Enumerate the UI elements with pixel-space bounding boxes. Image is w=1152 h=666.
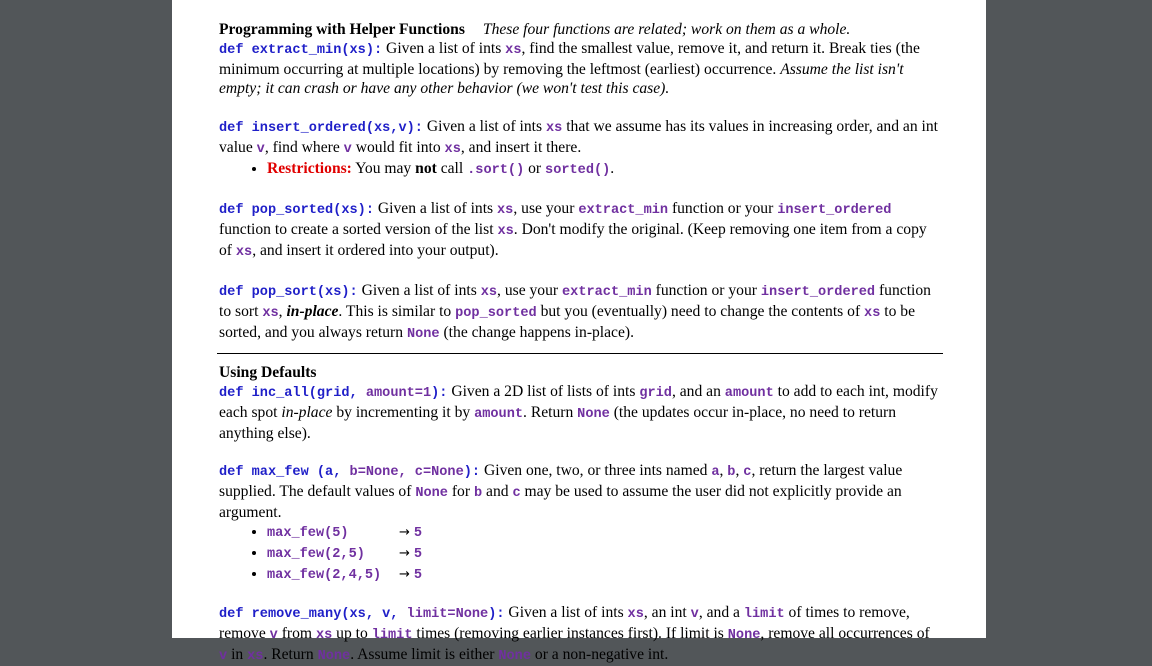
list-item xyxy=(267,159,941,180)
pop-sorted-signature: def pop_sorted(xs): xyxy=(219,203,374,218)
text: Given one, two, or three ints named xyxy=(480,462,712,479)
insert-ordered-block xyxy=(219,117,941,159)
pop-sort-signature: def pop_sort(xs): xyxy=(219,285,358,300)
text: , and insert it there. xyxy=(460,139,582,156)
section-title-helper-functions: Programming with Helper Functions xyxy=(219,21,465,38)
example-call: max_few(2,4,5) xyxy=(267,568,382,583)
document-content xyxy=(219,20,941,666)
max-few-block xyxy=(219,461,941,522)
code-b: b xyxy=(727,465,736,480)
text: , use your xyxy=(513,200,579,217)
sig-part: def max_few (a, xyxy=(219,465,350,480)
text: , xyxy=(278,303,287,320)
text: function or your xyxy=(668,200,778,217)
code-amount: amount xyxy=(724,386,774,401)
text: to be sorted, and you always return xyxy=(219,303,916,341)
example-result: 5 xyxy=(413,526,422,541)
code-v: v xyxy=(690,607,699,622)
text: Given a 2D list of lists of ints xyxy=(447,383,640,400)
code-xs: xs xyxy=(545,121,563,136)
text: or a non-negative int. xyxy=(531,646,669,663)
code-b: b xyxy=(473,486,483,501)
code-xs: xs xyxy=(497,224,514,239)
code-none: None xyxy=(415,486,448,501)
code-xs: xs xyxy=(444,142,461,157)
code-xs: xs xyxy=(315,628,333,643)
example-result: 5 xyxy=(413,547,422,562)
text: for xyxy=(447,483,474,500)
max-few-examples xyxy=(219,522,941,585)
code-extract-min: extract_min xyxy=(562,285,652,300)
example-result: 5 xyxy=(413,568,422,583)
text: , xyxy=(719,462,728,479)
text: by incrementing it by xyxy=(332,404,475,421)
remove-many-block xyxy=(219,603,941,666)
text: Given a list of ints xyxy=(504,604,628,621)
text: up to xyxy=(332,625,372,642)
text: . Return xyxy=(263,646,318,663)
code-none: None xyxy=(498,649,531,664)
text: in xyxy=(227,646,248,663)
code-pop-sorted: pop_sorted xyxy=(455,306,537,321)
arrow-icon: → xyxy=(399,546,410,561)
list-item xyxy=(267,522,941,543)
restrictions-label: Restrictions: xyxy=(267,160,352,177)
inc-all-signature xyxy=(219,386,447,401)
code-a: a xyxy=(711,465,720,480)
code-xs: xs xyxy=(864,306,881,321)
text: function to sort xyxy=(219,282,931,320)
section-title-using-defaults: Using Defaults xyxy=(219,364,317,381)
text: , and a xyxy=(698,604,744,621)
remove-many-signature xyxy=(219,607,505,622)
text: You may xyxy=(351,160,416,177)
text: that we assume has its values in increasing order, and an int value xyxy=(219,118,938,156)
text: or xyxy=(524,160,546,177)
text: , find where xyxy=(264,139,344,156)
text: , and an xyxy=(671,383,725,400)
text: , and insert it ordered into your output). xyxy=(252,242,499,259)
text: to add to each int, modify each spot xyxy=(219,383,938,421)
pop-sorted-block xyxy=(219,199,941,262)
code-sort: .sort() xyxy=(467,163,525,178)
text: , xyxy=(735,462,744,479)
sig-default: amount=1 xyxy=(365,386,432,401)
text: Given a list of ints xyxy=(382,40,506,57)
text: function or your xyxy=(651,282,761,299)
code-v: v xyxy=(343,142,352,157)
code-limit: limit xyxy=(371,628,413,643)
code-v: v xyxy=(269,628,278,643)
inc-all-block xyxy=(219,363,941,443)
text: and xyxy=(482,483,513,500)
list-item xyxy=(267,564,941,585)
text: times (removing earlier instances first). If limit is xyxy=(412,625,728,642)
italic-note: Assume the list isn't empty; it can crash or have any other behavior (we won't test this case). xyxy=(219,61,904,97)
code-sorted: sorted() xyxy=(545,163,611,178)
code-none: None xyxy=(317,649,351,664)
pop-sort-block xyxy=(219,281,941,344)
sig-part: ): xyxy=(431,386,448,401)
emphasis-in-place: in-place xyxy=(286,303,339,320)
sig-part: def remove_many(xs, v, xyxy=(219,607,407,622)
code-xs: xs xyxy=(497,203,514,218)
text: call xyxy=(436,160,468,177)
code-v: v xyxy=(256,142,265,157)
text: . Assume limit is either xyxy=(350,646,499,663)
text: function to create a sorted version of the list xyxy=(219,221,498,238)
text: , use your xyxy=(497,282,562,299)
text: , return the largest value supplied. The default values of xyxy=(219,462,903,500)
code-none: None xyxy=(406,327,440,342)
max-few-signature xyxy=(219,465,480,480)
extract-min-block xyxy=(219,20,941,98)
text: may be used to assume the user did not explicitly provide an argument. xyxy=(219,483,902,521)
section-note: These four functions are related; work on them as a whole. xyxy=(482,21,851,38)
code-xs: xs xyxy=(235,245,253,260)
insert-ordered-signature: def insert_ordered(xs,v): xyxy=(219,121,423,136)
text: , remove all occurrences of xyxy=(760,625,930,642)
code-xs: xs xyxy=(480,285,498,300)
code-xs: xs xyxy=(247,649,264,664)
text: from xyxy=(277,625,316,642)
text: Given a list of ints xyxy=(357,282,481,299)
document-page xyxy=(172,0,986,664)
code-insert-ordered: insert_ordered xyxy=(760,285,876,300)
code-c: c xyxy=(512,486,521,501)
sig-part: ): xyxy=(488,607,505,622)
extract-min-signature: def extract_min(xs): xyxy=(219,43,383,58)
text: would fit into xyxy=(351,139,445,156)
sig-default: limit=None xyxy=(406,607,489,622)
restrictions-list xyxy=(219,159,941,180)
text: Given a list of ints xyxy=(422,118,546,135)
code-xs: xs xyxy=(262,306,279,321)
code-c: c xyxy=(743,465,752,480)
code-limit: limit xyxy=(743,607,785,622)
arrow-icon: → xyxy=(399,525,410,540)
emphasis-in-place: in-place xyxy=(281,404,333,421)
text: . Don't modify the original. (Keep removing one item from a copy of xyxy=(219,221,927,259)
code-extract-min: extract_min xyxy=(578,203,669,218)
text: . This is similar to xyxy=(338,303,456,320)
text: of times to remove, remove xyxy=(219,604,910,642)
code-none: None xyxy=(727,628,761,643)
sig-default: b=None, c=None xyxy=(349,465,464,480)
code-xs: xs xyxy=(505,43,522,58)
example-call: max_few(2,5) xyxy=(267,547,365,562)
sig-part: def inc_all(grid, xyxy=(219,386,366,401)
code-amount: amount xyxy=(474,407,524,422)
sig-part: ): xyxy=(463,465,481,480)
text: (the change happens in-place). xyxy=(439,324,634,341)
example-call: max_few(5) xyxy=(267,526,349,541)
emphasis-not: not xyxy=(415,160,437,177)
text: (the updates occur in-place, no need to return anything else). xyxy=(219,404,897,442)
text: . Return xyxy=(523,404,578,421)
code-insert-ordered: insert_ordered xyxy=(777,203,892,218)
text: Given a list of ints xyxy=(374,200,498,217)
arrow-icon: → xyxy=(399,567,410,582)
text: but you (eventually) need to change the contents of xyxy=(536,303,865,320)
text: , an int xyxy=(643,604,691,621)
code-v: v xyxy=(219,649,228,664)
code-xs: xs xyxy=(627,607,644,622)
text: . xyxy=(610,160,615,177)
code-none: None xyxy=(577,407,610,422)
code-grid: grid xyxy=(639,386,672,401)
section-divider xyxy=(217,353,943,354)
list-item xyxy=(267,543,941,564)
text: , find the smallest value, remove it, and return it. Break ties (the minimum occurring at multiple locations) by removing the leftmost (earliest) occurrence. xyxy=(219,40,920,78)
